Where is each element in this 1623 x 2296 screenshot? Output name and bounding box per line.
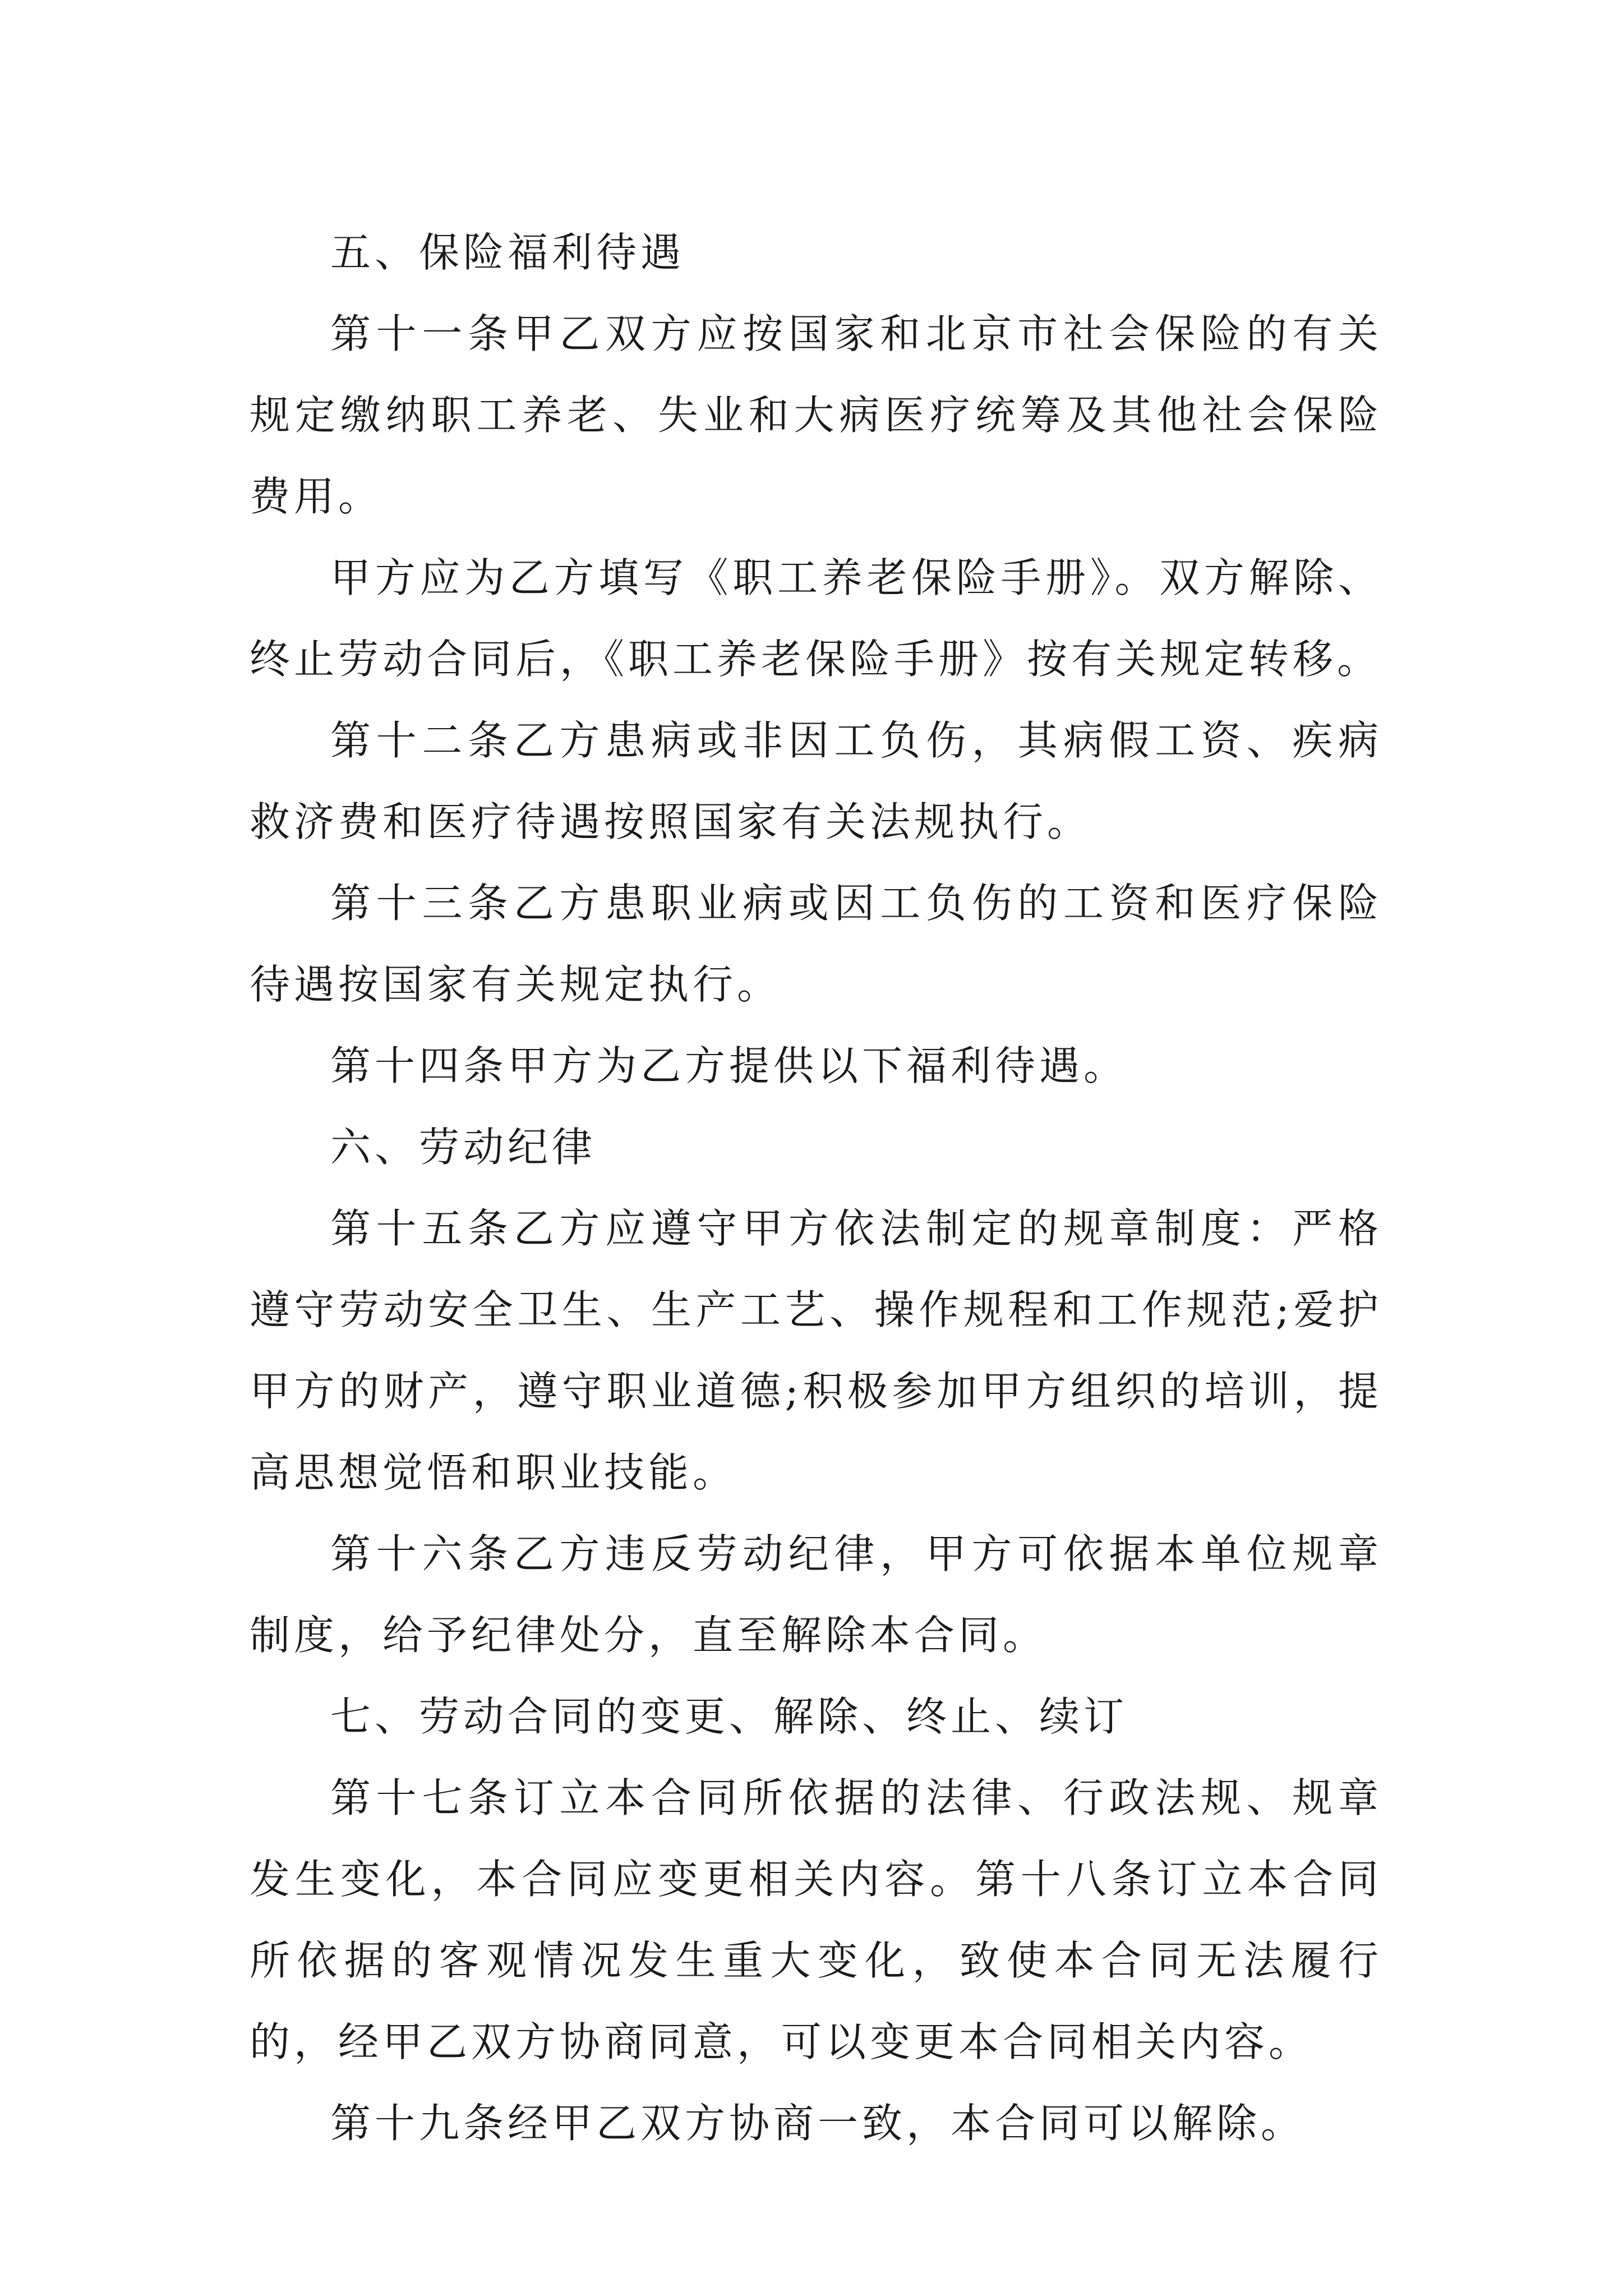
section-heading-contract-changes: 七、劳动合同的变更、解除、终止、续订 (330, 1693, 1128, 1740)
article-17-18: 第十七条订立本合同所依据的法律、行政法规、规章发生变化，本合同应变更相关内容。第十八条订立本合同所依据的客观情况发生重大变化，致使本合同无法履行的，经甲乙双方协商同意，可以变更本合同相关内容。 (250, 1774, 1382, 2065)
article-12: 第十二条乙方患病或非因工负伤，其病假工资、疾病救济费和医疗待遇按照国家有关法规执行。 (250, 717, 1382, 845)
article-19: 第十九条经甲乙双方协商一致，本合同可以解除。 (330, 2100, 1306, 2147)
section-heading-insurance: 五、保险福利待遇 (330, 229, 685, 276)
pension-handbook-paragraph: 甲方应为乙方填写《职工养老保险手册》。双方解除、终止劳动合同后，《职工养老保险手册》按有关规定转移。 (250, 554, 1382, 683)
article-16: 第十六条乙方违反劳动纪律，甲方可依据本单位规章制度，给予纪律处分，直至解除本合同。 (250, 1530, 1382, 1659)
article-11: 第十一条甲乙双方应按国家和北京市社会保险的有关规定缴纳职工养老、失业和大病医疗统筹及其他社会保险费用。 (250, 310, 1382, 520)
article-14: 第十四条甲方为乙方提供以下福利待遇。 (330, 1042, 1128, 1089)
article-13: 第十三条乙方患职业病或因工负伤的工资和医疗保险待遇按国家有关规定执行。 (250, 880, 1382, 1008)
section-heading-discipline: 六、劳动纪律 (330, 1124, 597, 1171)
article-15: 第十五条乙方应遵守甲方依法制定的规章制度：严格遵守劳动安全卫生、生产工艺、操作规程和工作规范;爱护甲方的财产，遵守职业道德;积极参加甲方组织的培训，提高思想觉悟和职业技能。 (250, 1205, 1382, 1496)
document-body (250, 212, 1382, 2164)
